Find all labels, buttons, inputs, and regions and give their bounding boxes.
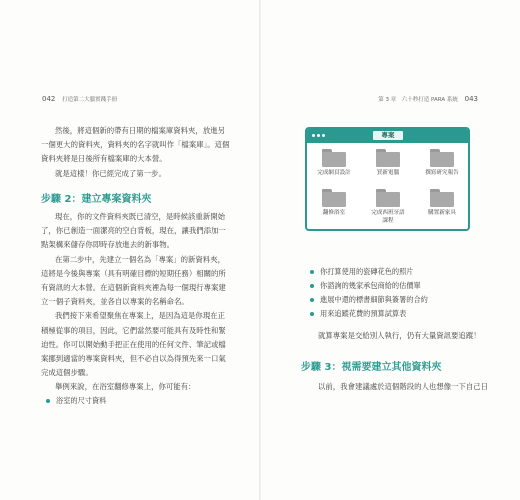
left-page-number: 042 <box>42 95 56 103</box>
folder-item <box>367 189 409 225</box>
folder-icon <box>430 189 454 207</box>
list-item <box>310 307 428 321</box>
text-line: 然後，將這個新的帶有日期的檔案庫資料夾，放進另 <box>55 126 225 135</box>
window-title: 專案 <box>373 131 403 140</box>
left-book-title: 打造第二大腦實踐手冊 <box>62 97 118 103</box>
window-controls-icon <box>312 134 325 137</box>
window-title-bar <box>307 129 468 143</box>
text-line: 案挪到適當的專案資料夾，但不必自以為得預先來一口氣 <box>41 353 226 363</box>
list-item-text: 進展中還的標書細節與簽署的合約 <box>320 295 428 304</box>
text-line: 迫性。你可以開始動手把正在使用的任何文件、筆記或檔 <box>41 339 226 349</box>
list-item <box>310 265 428 279</box>
list-item <box>46 394 106 408</box>
step3-paragraph <box>318 380 488 394</box>
folder-icon <box>376 189 400 207</box>
folder-label: 完成西班牙語課程 <box>371 210 405 224</box>
folder-label: 買新電腦 <box>376 170 400 176</box>
text-line: 就是這樣！你已經完成了第一步。 <box>55 168 166 178</box>
folder-label: 翻修浴室 <box>322 210 346 216</box>
list-item <box>310 293 428 307</box>
left-running-head <box>42 95 117 103</box>
text-line: 點架構來儲存你即時存放進去的新事物。 <box>41 240 175 250</box>
right-note <box>318 329 481 343</box>
text-line: 在第二步中，先建立一個名為「專案」的新資料夾， <box>55 254 225 264</box>
step2-heading: 步驟 2：建立專案資料夾 <box>41 194 152 205</box>
right-running-head <box>378 95 478 103</box>
text-line: 完成這個步驟。 <box>41 368 93 378</box>
bullet-dot-icon <box>310 298 314 302</box>
text-line: 資料夾將是日後所有檔案庫的大本營。 <box>41 154 167 164</box>
right-page <box>261 0 520 500</box>
text-line: 這將是今後與專案（具有明確目標的短期任務）相關的所 <box>41 268 226 278</box>
folder-item <box>421 149 463 177</box>
bullet-dot-icon <box>310 270 314 274</box>
folder-label: 撰寫研究報告 <box>425 170 459 176</box>
intro-paragraph <box>41 124 230 181</box>
bullet-dot-icon <box>310 284 314 288</box>
bullet-dot-icon <box>310 312 314 316</box>
bullet-dot-icon <box>46 399 50 403</box>
text-line: 就算專案是交給別人執行，仍有大量資訊要追蹤！ <box>318 331 481 340</box>
left-bullet-list <box>46 394 106 408</box>
folder-item <box>313 189 355 217</box>
text-line: 我們接下來希望聚焦在專案上，是因為這是你現在正 <box>55 311 225 321</box>
list-item-text: 你打算使用的瓷磚花色的照片 <box>320 267 414 276</box>
folder-label: 購置新家具 <box>428 210 456 216</box>
left-page <box>0 0 259 500</box>
folder-item <box>313 149 355 177</box>
folder-icon <box>430 149 454 167</box>
folder-icon <box>376 149 400 167</box>
text-line: 一個更大的資料夾，資料夾的名字就叫作「檔案庫」。這個 <box>41 140 230 150</box>
list-item-text: 你諮詢的幾家承包商給的估價單 <box>320 281 421 290</box>
text-line: 立一個子資料夾，並各自以專案的名稱命名。 <box>41 297 189 307</box>
right-bullet-list <box>310 265 428 321</box>
text-line: 以前，我會建議處於這個階段的人也想像一下自己日 <box>318 382 488 391</box>
right-page-number: 043 <box>464 95 478 103</box>
list-item-text: 浴室的尺寸資料 <box>56 396 107 405</box>
step2-paragraph <box>41 210 226 394</box>
list-item-text: 用來追蹤花費的預算試算表 <box>320 309 407 318</box>
text-line: 了，你已創造一面潔亮的空白背板，現在，讓我們添加一 <box>41 226 226 236</box>
text-line: 現在，你的文件資料夾既已清空，是時候該重新開始 <box>55 212 225 221</box>
folder-label: 完成網頁設計 <box>317 170 351 176</box>
folder-item <box>367 149 409 177</box>
list-item <box>310 279 428 293</box>
chapter-title: 第 3 章 六十秒打造 PARA 系統 <box>378 97 458 103</box>
text-line: 舉例來說，在浴室翻修專案上，你可能有： <box>55 382 196 392</box>
folder-item <box>421 189 463 217</box>
text-line: 積極從事的項目，因此，它們當然要可能具有及時性和緊 <box>41 325 226 335</box>
folder-icon <box>322 189 346 207</box>
text-line: 有資訊的大本營。在這個新資料夾裡為每一個現行專案建 <box>41 282 226 292</box>
step3-heading: 步驟 3：視需要建立其他資料夾 <box>301 362 442 373</box>
folder-icon <box>322 149 346 167</box>
projects-window-illustration <box>305 127 470 231</box>
